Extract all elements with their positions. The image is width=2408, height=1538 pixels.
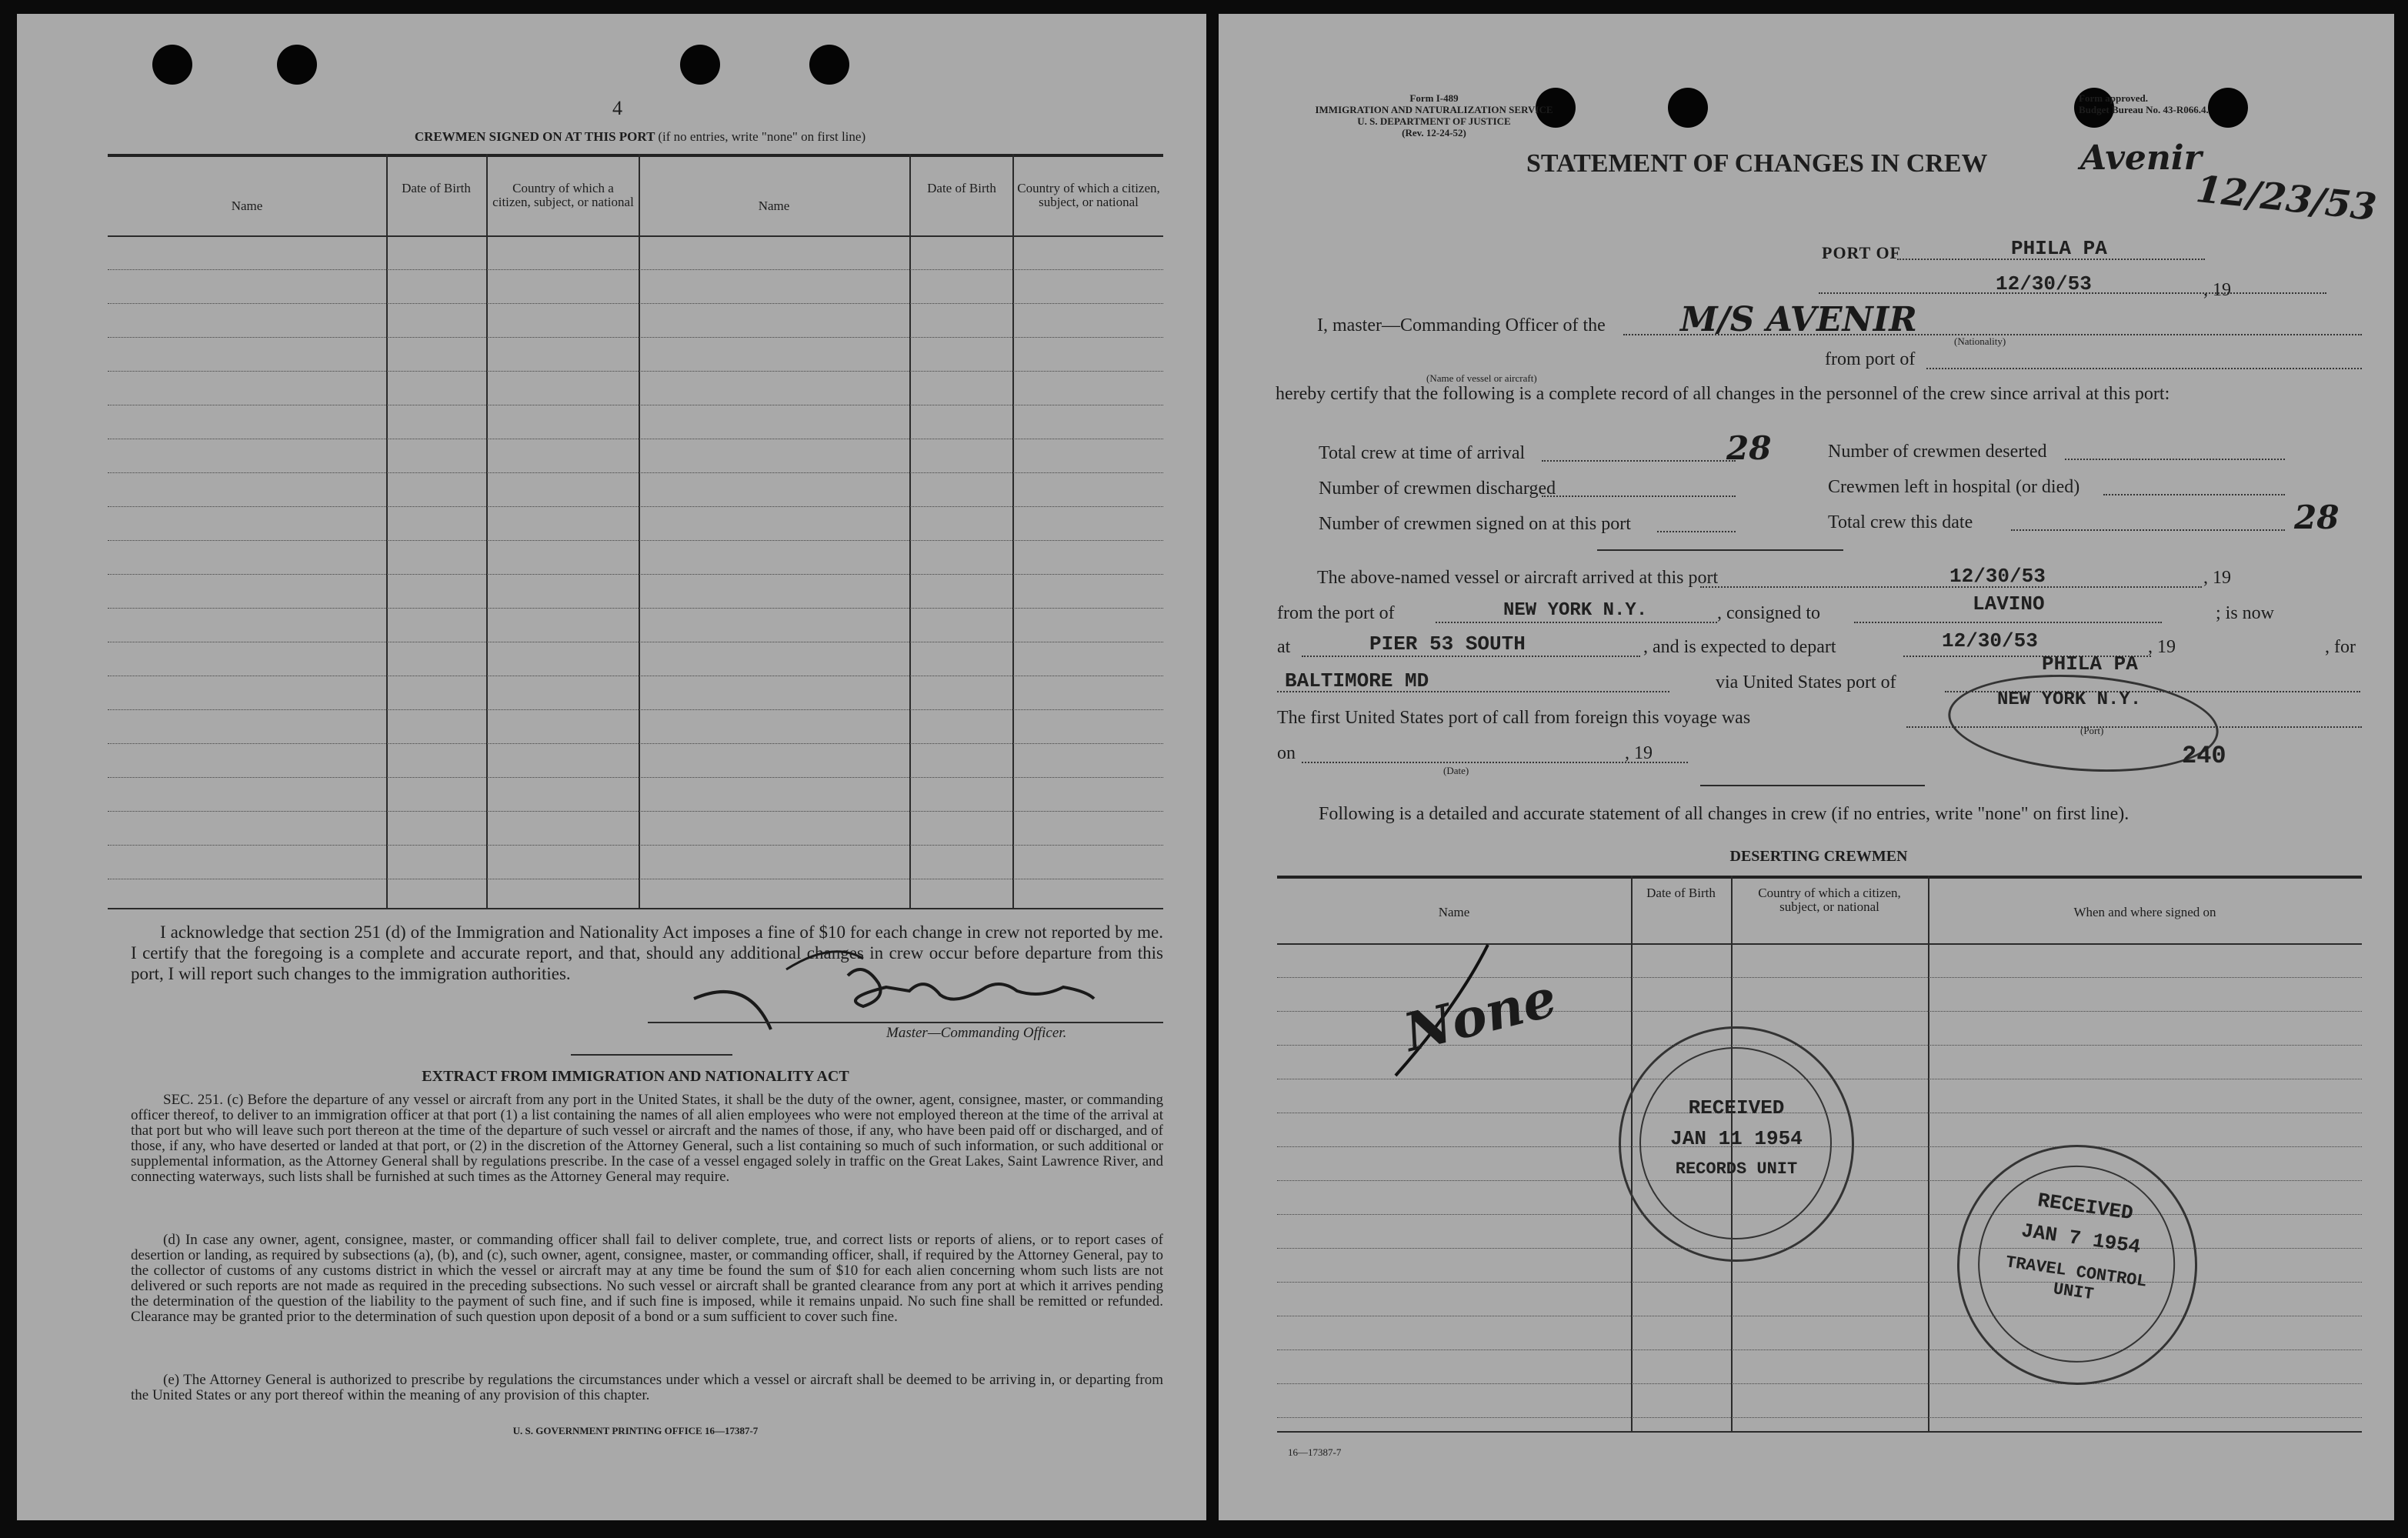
from-port-label: from port of <box>1825 349 1916 369</box>
left-page <box>17 14 1206 1520</box>
deserting-title: DESERTING CREWMEN <box>1729 848 1908 865</box>
nationality-caption: (Nationality) <box>1954 335 2006 347</box>
first-port-label: The first United States port of call from foreign this voyage was <box>1277 708 1751 728</box>
from-port-of-label: from the port of <box>1277 603 1395 623</box>
port-caption: (Port) <box>2080 725 2104 736</box>
punch-hole <box>680 45 720 85</box>
table-row <box>108 371 1163 372</box>
punch-hole <box>809 45 849 85</box>
first-port-value: NEW YORK N.Y. <box>1997 689 2142 710</box>
via-value: PHILA PA <box>2042 652 2138 676</box>
page-number: 4 <box>612 97 622 119</box>
hospital-label: Crewmen left in hospital (or died) <box>1828 477 2080 497</box>
form-header: Form I-489 IMMIGRATION AND NATURALIZATION SERVICE U. S. DEPARTMENT OF JUSTICE (Rev. 12-24-52) <box>1315 92 1553 138</box>
column-header: When and where signed on <box>2073 905 2216 919</box>
handwritten-vessel: Avenir <box>2080 138 2202 178</box>
printer-line: U. S. GOVERNMENT PRINTING OFFICE 16—17387-7 <box>512 1425 759 1436</box>
column-header: Date of Birth <box>927 181 996 195</box>
deserted-label: Number of crewmen deserted <box>1828 442 2047 462</box>
right-page: Form I-489 IMMIGRATION AND NATURALIZATION SERVICE U. S. DEPARTMENT OF JUSTICE (Rev. 12-24-52) Form approved. Budget Bureau No. 43-R066.4. STATEMENT OF CHANGES IN CREW Avenir 12/23/53 PORT OF PHILA PA 12/30/53 , 19 I, master—Commanding Officer of the M/S AVENIR (Nationality) from port of (Name of vessel or aircraft) hereby certify that the following is a complete record of all changes in the personnel of the crew since arrival at this port: Total crew at time of arrival 28 Number of crewmen discharged Number of crewmen signed on at this port Number of crewmen deserted Crewmen left in hospital (or died) Total crew this date 28 The above-named vessel or aircraft arrived at this port 12/30/53 , 19 from the port of NEW YORK N.Y. , consigned to LAVINO ; is now at PIER 53 SOUTH , and is expected to depart 12/30/53 , 19 , for BALTIMORE MD via United States port of PHILA PA The first United States port of call from foreign this voyage was NEW YORK N.Y. (Port) on (Date) , 19 240 Following is a detailed and accurate statement of all changes in crew (if no entries, write "none" on first line). DESERTING CREWMEN Name Date of Birth Country of which a citizen, subject, or national When and where signed on None RECEIVED JAN 11 1954 RECORDS UNIT RECEIVED JAN 7 1954 TRAVEL CONTROL UNIT 16—17387-7 <box>1219 14 2394 1520</box>
column-header: Date of Birth <box>1646 886 1716 900</box>
punch-hole <box>277 45 317 85</box>
at-value: PIER 53 SOUTH <box>1369 632 1526 656</box>
section-251-d: (d) In case any owner, agent, consignee, master, or commanding officer shall fail to deliver complete, true, and correct lists or reports of aliens, or to report cases of desertion or landing, as required by subsections (a), (b), and (c), such owner, agent, consignee, master, or commanding officer, shall, if required by the Attorney General, pay to the collector of customs of any customs district in which the vessel or aircraft may at any time be found the sum of $10 for each alien concerning whom such lists are not delivered or such reports are not made as required in the preceding subsections. No such vessel or aircraft shall be granted clearance from any port at which it arrives pending the determination of the question of the liability to the payment of such fine, and if such fine is imposed, while it remains unpaid. No such fine shall be remitted or refunded. Clearance may be granted prior to the determination of such question upon deposit of a bond or a sum sufficient to cover such fine. <box>131 1232 1163 1325</box>
column-header: Country of which a citizen, subject, or national <box>1017 181 1160 209</box>
punch-hole <box>152 45 192 85</box>
column-header: Name <box>231 199 263 213</box>
arrived-label: The above-named vessel or aircraft arrived at this port <box>1317 568 1719 588</box>
signature-label: Master—Commanding Officer. <box>886 1025 1067 1041</box>
received-stamp-records: RECEIVED JAN 11 1954 RECORDS UNIT <box>1619 1026 1854 1262</box>
table-row <box>108 777 1163 778</box>
arrived-value: 12/30/53 <box>1949 565 2046 588</box>
table-row <box>108 506 1163 507</box>
table-row <box>108 608 1163 609</box>
approval-note: Form approved. Budget Bureau No. 43-R066.4. <box>2079 92 2209 115</box>
table-row <box>108 303 1163 304</box>
table-row <box>108 845 1163 846</box>
extract-title: EXTRACT FROM IMMIGRATION AND NATIONALITY ACT <box>422 1068 849 1085</box>
column-header: Country of which a citizen, subject, or national <box>492 181 634 209</box>
table-row <box>1277 1417 2362 1418</box>
master-label: I, master—Commanding Officer of the <box>1317 315 1606 335</box>
section-251-e: (e) The Attorney General is authorized to prescribe by regulations the circumstances under which a vessel or aircraft shall be deemed to be arriving in, or departing from the United States or any port thereof within the meaning of any provision of this chapter. <box>131 1372 1163 1403</box>
column-header: Name <box>758 199 790 213</box>
port-of-value: PHILA PA <box>2011 237 2107 260</box>
column-header: Name <box>1438 905 1470 919</box>
crew-signed-on-table <box>108 154 1163 916</box>
port-of-label: PORT OF <box>1822 243 1901 262</box>
table-row <box>108 337 1163 338</box>
form-title: STATEMENT OF CHANGES IN CREW <box>1526 149 1988 178</box>
vessel-value: M/S AVENIR <box>1680 300 1917 339</box>
punch-hole <box>2208 88 2248 128</box>
total-today-label: Total crew this date <box>1828 512 1973 532</box>
table-row <box>108 743 1163 744</box>
port-stamp-oval <box>1945 666 2222 780</box>
total-crew-arrival-value: 28 <box>1726 429 1772 467</box>
date-value: 12/30/53 <box>1996 272 2092 295</box>
table-row <box>108 269 1163 270</box>
handwritten-none: None <box>1398 966 1563 1065</box>
table-row <box>108 540 1163 541</box>
stamp-number: 240 <box>2182 742 2226 770</box>
vessel-caption: (Name of vessel or aircraft) <box>1426 372 1537 384</box>
column-header: Date of Birth <box>402 181 471 195</box>
total-today-value: 28 <box>2294 499 2340 536</box>
table-row <box>1277 1383 2362 1384</box>
table-row <box>1277 1248 2362 1249</box>
certify-text: hereby certify that the following is a complete record of all changes in the personnel of the crew since arrival at this port: <box>1276 384 2170 404</box>
handwritten-date: 12/23/53 <box>2193 167 2379 230</box>
discharged-label: Number of crewmen discharged <box>1319 479 1556 499</box>
date-caption: (Date) <box>1443 765 1469 776</box>
from-port-of-value: NEW YORK N.Y. <box>1503 600 1648 621</box>
table-row <box>1277 1282 2362 1283</box>
total-crew-arrival-label: Total crew at time of arrival <box>1319 443 1526 463</box>
table-row <box>108 709 1163 710</box>
table-row <box>108 811 1163 812</box>
acknowledgement-text: I acknowledge that section 251 (d) of the Immigration and Nationality Act imposes a fine of $10 for each change in crew not reported by me. I certify that the foregoing is a complete and accurate report, and that, should any additional changes in crew occur before departure from this port, I will report such changes to the immigration authorities. <box>131 922 1163 983</box>
crew-table-title: CREWMEN SIGNED ON AT THIS PORT (if no entries, write "none" on first line) <box>414 129 866 144</box>
received-stamp-travel-control: RECEIVED JAN 7 1954 TRAVEL CONTROL UNIT <box>1942 1129 2213 1400</box>
following-text: Following is a detailed and accurate statement of all changes in crew (if no entries, write "none" on first line). <box>1319 804 2130 824</box>
depart-value: 12/30/53 <box>1942 629 2038 652</box>
section-251-c: SEC. 251. (c) Before the departure of any vessel or aircraft from any port in the United States, it shall be the duty of the owner, agent, consignee, master, or commanding officer thereof, to deliver to an immigration officer at that port (1) a list containing the names of all alien employees who were not employed thereon at the time of the arrival at that port but who will leave such port thereon at the time of the departure of such vessel or aircraft and the names of those, if any, who have been paid off or discharged, and of those, if any, who have deserted or landed at that port, or (2) in the discretion of the Attorney General, such a list containing so much of such information, or such additional or supplemental information, as the Attorney General shall by regulations prescribe. In the case of a vessel engaged solely in traffic on the Great Lakes, Saint Lawrence River, and connecting waterways, such lists shall be furnished at such times as the Attorney General may require. <box>131 1092 1163 1185</box>
table-row <box>108 472 1163 473</box>
footer-code: 16—17387-7 <box>1288 1446 1342 1458</box>
destination-value: BALTIMORE MD <box>1285 669 1429 692</box>
punch-hole <box>1668 88 1708 128</box>
column-header: Country of which a citizen, subject, or national <box>1758 886 1901 914</box>
signed-on-label: Number of crewmen signed on at this port <box>1319 514 1631 534</box>
consigned-value: LAVINO <box>1973 592 2045 616</box>
table-row <box>108 574 1163 575</box>
